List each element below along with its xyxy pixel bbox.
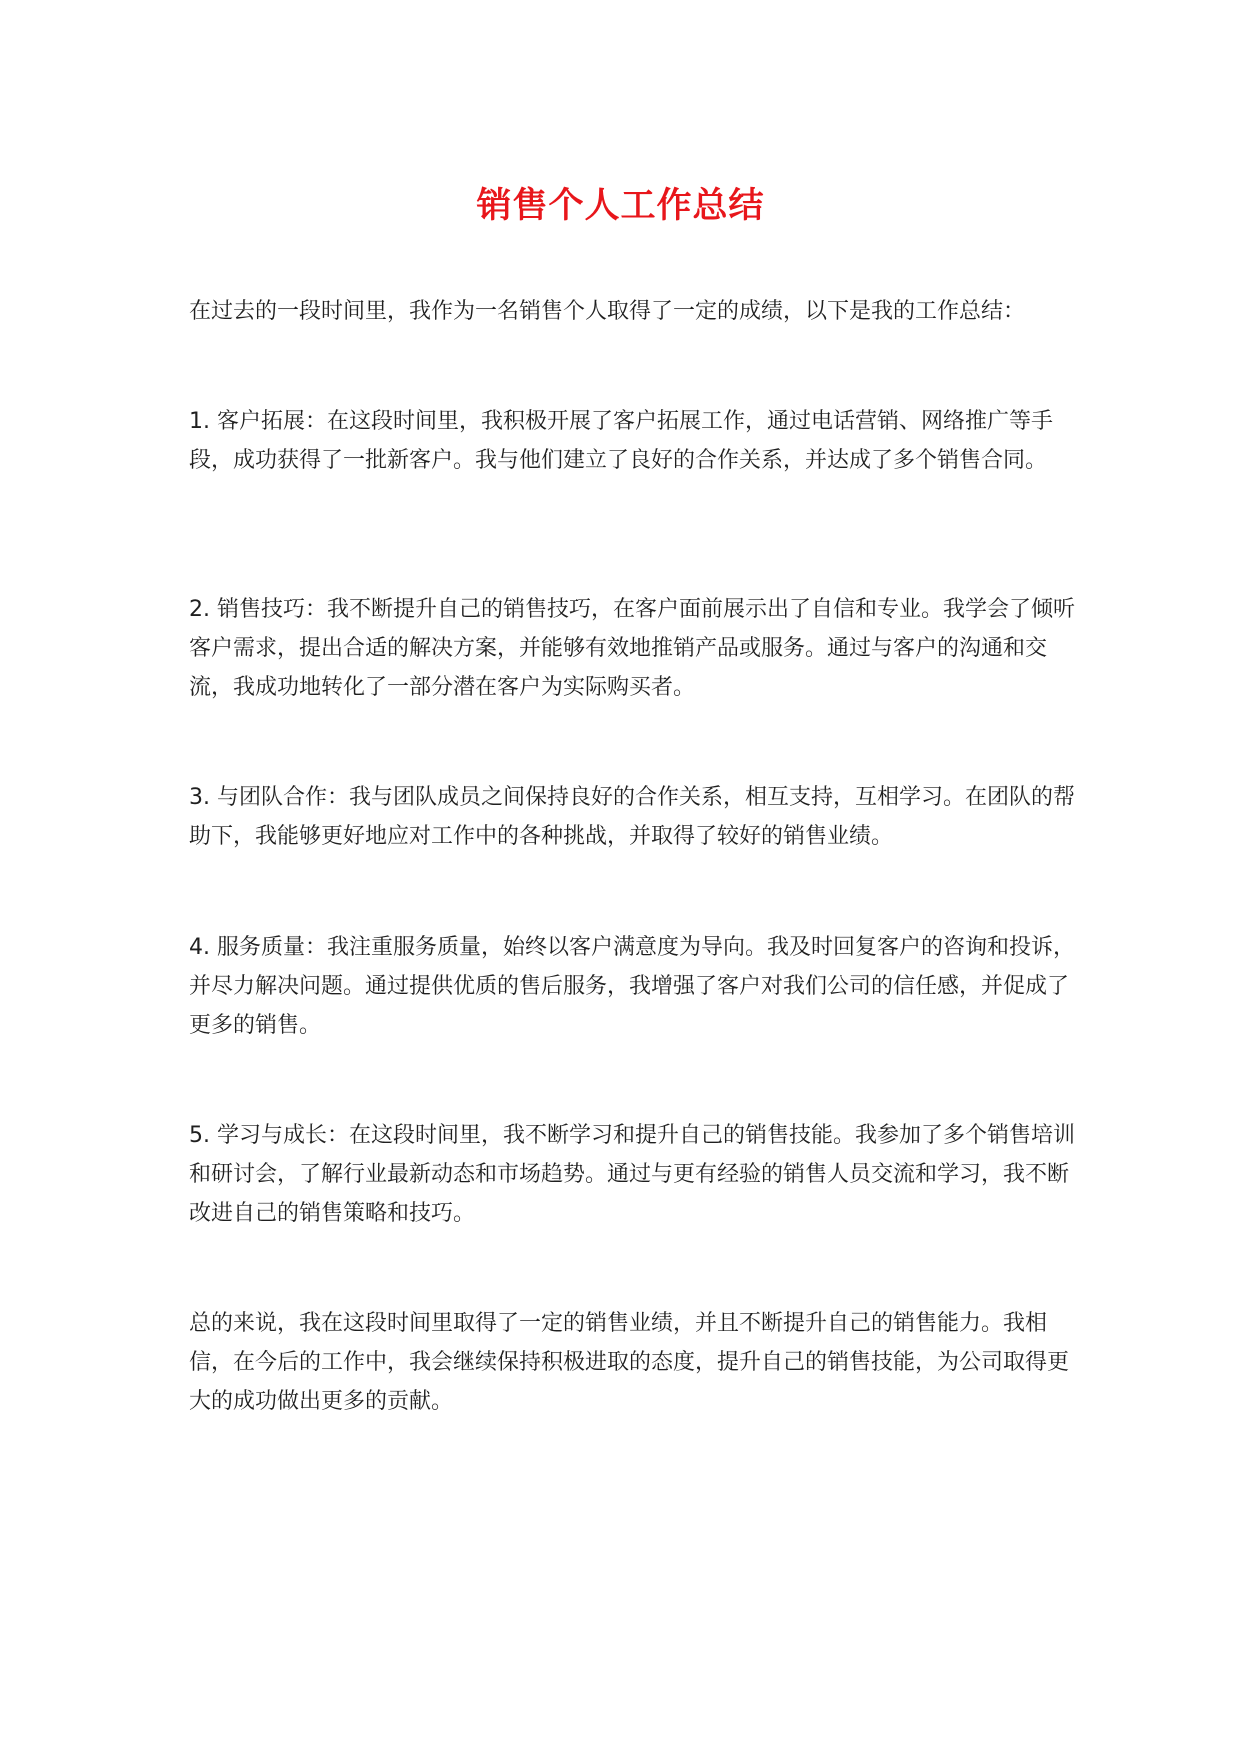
page-title: 销售个人工作总结	[476, 186, 765, 226]
summary-item-learning-growth: 5. 学习与成长：在这段时间里，我不断学习和提升自己的销售技能。我参加了多个销售培训和研讨会，了解行业最新动态和市场趋势。通过与更有经验的销售人员交流和学习，我不断改进自己的销售策略和技巧。	[189, 1123, 1075, 1226]
conclusion-paragraph: 总的来说，我在这段时间里取得了一定的销售业绩，并且不断提升自己的销售能力。我相信，在今后的工作中，我会继续保持积极进取的态度，提升自己的销售技能，为公司取得更大的成功做出更多的贡献。	[189, 1311, 1070, 1414]
summary-item-customer-expansion: 1. 客户拓展：在这段时间里，我积极开展了客户拓展工作，通过电话营销、网络推广等手段，成功获得了一批新客户。我与他们建立了良好的合作关系，并达成了多个销售合同。	[189, 409, 1053, 473]
summary-item-service-quality: 4. 服务质量：我注重服务质量，始终以客户满意度为导向。我及时回复客户的咨询和投诉，并尽力解决问题。通过提供优质的售后服务，我增强了客户对我们公司的信任感，并促成了更多的销售。	[189, 935, 1075, 1038]
intro-paragraph: 在过去的一段时间里，我作为一名销售个人取得了一定的成绩，以下是我的工作总结：	[189, 299, 1026, 324]
summary-item-sales-skills: 2. 销售技巧：我不断提升自己的销售技巧，在客户面前展示出了自信和专业。我学会了倾听客户需求，提出合适的解决方案，并能够有效地推销产品或服务。通过与客户的沟通和交流，我成功地转化了一部分潜在客户为实际购买者。	[189, 597, 1075, 700]
summary-item-teamwork: 3. 与团队合作：我与团队成员之间保持良好的合作关系，相互支持，互相学习。在团队的帮助下，我能够更好地应对工作中的各种挑战，并取得了较好的销售业绩。	[189, 785, 1075, 849]
